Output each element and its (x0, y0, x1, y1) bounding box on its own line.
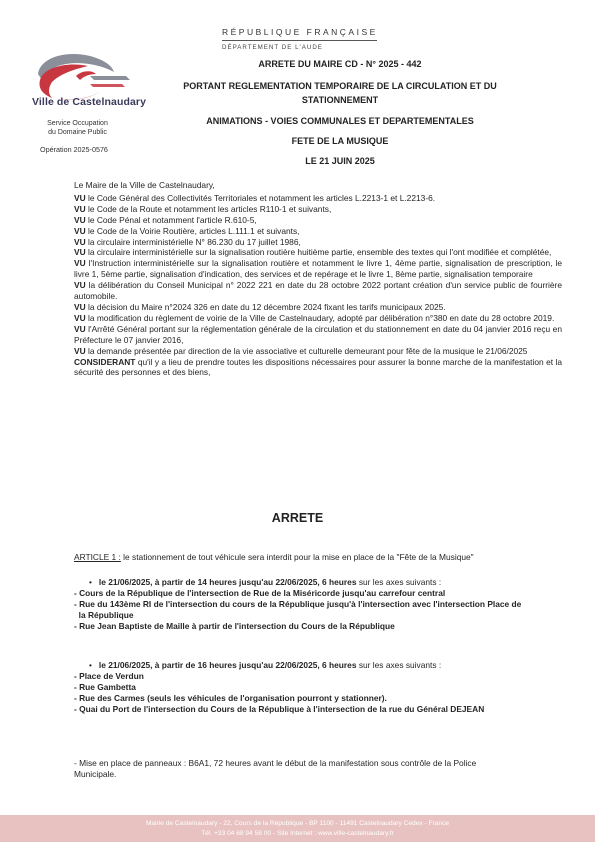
vu-item (74, 247, 562, 258)
vu-label: VU (74, 312, 86, 323)
vu-item (74, 215, 562, 226)
article-label: ARTICLE 1 : (74, 552, 121, 562)
departement-heading: DÉPARTEMENT DE L'AUDE (222, 44, 323, 51)
intro-line: Le Maire de la Ville de Castelnaudary, (74, 180, 215, 190)
vu-item (74, 324, 562, 346)
vu-text: la demande présentée par direction de la vie associative et culturelle demeurant pour fête de la musique le 21/06/2025 (85, 345, 528, 356)
street-item: - Rue du 143ème RI de l'intersection du cours de la République jusqu'à l'intersection avec l'intersection Place de (74, 599, 522, 609)
street-list (74, 588, 564, 632)
footer-address: Mairie de Castelnaudary - 22, Cours de la République - BP 1100 - 11491 Castelnaudary Cedex - France (145, 820, 450, 827)
vu-label: VU (74, 214, 86, 225)
title-line: PORTANT REGLEMENTATION TEMPORAIRE DE LA CIRCULATION ET DU (183, 81, 497, 91)
vu-label: VU (74, 236, 86, 247)
vu-item (74, 346, 562, 357)
service-line: du Domaine Public (48, 129, 107, 136)
period-line: • le 21/06/2025, à partir de 16 heures jusqu'au 22/06/2025, 6 heures sur les axes suivants : (89, 660, 442, 670)
street-item: la République (74, 610, 134, 620)
service-line: Service Occupation (47, 120, 108, 127)
vu-label: VU (74, 192, 86, 203)
vu-label: VU (74, 280, 86, 291)
vu-text: la circulaire interministérielle N° 86.230 du 17 juillet 1986, (85, 236, 301, 247)
considerant-text: qu'il y a lieu de prendre toutes les dispositions nécessaires pour assurer la bonne marche de la manifestation et la sécurité des personnes et des biens, (74, 356, 562, 378)
street-list (74, 671, 564, 715)
vu-label: VU (74, 258, 86, 269)
panneaux-line: Municipale. (74, 769, 117, 779)
operation-number: Opération 2025-0576 (40, 145, 108, 154)
subject-line: ANIMATIONS - VOIES COMMUNALES ET DEPARTEMENTALES (206, 116, 474, 126)
street-item: - Quai du Port de l'intersection du Cours de la République à l'intersection de la rue du Général DEJEAN (74, 704, 485, 714)
event-name: FETE DE LA MUSIQUE (291, 136, 389, 146)
vu-label: VU (74, 203, 86, 214)
article-1 (74, 552, 564, 562)
panneaux-line: - Mise en place de panneaux : B6A1, 72 heures avant le début de la manifestation sous contrôle de la Police (74, 758, 477, 768)
event-date: LE 21 JUIN 2025 (305, 156, 375, 166)
considerant-paragraph (74, 357, 562, 379)
vu-item (74, 313, 562, 324)
vu-text: l'Arrêté Général portant sur la réglementation générale de la circulation et du stationnement en date du 04 janvier 2016 reçu en Préfecture le 07 janvier 2016, (74, 323, 562, 345)
service-name (30, 119, 125, 137)
vu-text: la décision du Maire n°2024 326 en date du 12 décembre 2024 fixant les tarifs municipaux 2025. (85, 301, 446, 312)
vu-label: VU (74, 301, 86, 312)
article-text: le stationnement de tout véhicule sera interdit pour la mise en place de la "Fête de la Musique" (120, 552, 474, 562)
vu-item (74, 258, 562, 280)
arrete-number: ARRETE DU MAIRE CD - N° 2025 - 442 (258, 59, 422, 69)
footer-contact: Tél. +33 04 68 94 58 00 - Site Internet : www.ville-castelnaudary.fr (201, 830, 394, 837)
vu-item (74, 280, 562, 302)
period-2 (74, 660, 564, 715)
period-line: • le 21/06/2025, à partir de 14 heures jusqu'au 22/06/2025, 6 heures sur les axes suivants : (89, 577, 442, 587)
vu-text: l'Instruction interministérielle sur la signalisation routière et notamment le livre 1, 4ème partie, signalisation de prescription, le livre 1, 5ème partie, signalisation d'indication, des services et de repérage et le livre 1, 8ème partie, signalisation temporaire (74, 258, 562, 280)
preamble (74, 180, 562, 378)
vu-text: la modification du règlement de voirie de la Ville de Castelnaudary, adopté par délibération n°380 en date du 28 octobre 2019. (85, 312, 555, 323)
vu-text: le Code de la Voirie Routière, articles L.111.1 et suivants, (85, 225, 300, 236)
republique-heading: RÉPUBLIQUE FRANÇAISE (222, 27, 378, 37)
period-dates: le 21/06/2025, à partir de 14 heures jusqu'au 22/06/2025, 6 heures (98, 577, 357, 587)
vu-item (74, 204, 562, 215)
vu-text: la circulaire interministérielle sur la signalisation routière huitième partie, ensemble des textes qui l'ont modifiée et complétée, (85, 247, 552, 258)
divider (222, 40, 377, 41)
period-rest: sur les axes suivants : (356, 577, 442, 587)
street-item: - Rue Jean Baptiste de Maille à partir de l'intersection du Cours de la République (74, 621, 395, 631)
vu-item (74, 237, 562, 248)
arrete-heading: ARRETE (271, 511, 324, 525)
vu-item (74, 193, 562, 204)
vu-text: le Code Général des Collectivités Territoriales et notamment les articles L.2213-1 et L.2213-6. (85, 192, 436, 203)
city-name: Ville de Castelnaudary (32, 96, 147, 108)
title-line: STATIONNEMENT (301, 95, 379, 105)
vu-text: le Code Pénal et notamment l'article R.610-5, (85, 214, 257, 225)
vu-list (74, 193, 562, 357)
street-item: - Cours de la République de l'intersection de Rue de la Miséricorde jusqu'au carrefour central (74, 588, 446, 598)
vu-label: VU (74, 225, 86, 236)
panneaux-paragraph (74, 758, 564, 780)
vu-label: VU (74, 345, 86, 356)
street-item: - Rue Gambetta (74, 682, 136, 692)
vu-text: le Code de la Route et notamment les articles R110-1 et suivants, (85, 203, 332, 214)
considerant-label: CONSIDERANT (74, 356, 136, 367)
period-1 (74, 577, 564, 632)
street-item: - Place de Verdun (74, 671, 144, 681)
vu-item (74, 302, 562, 313)
vu-text: la délibération du Conseil Municipal n° 2022 221 en date du 28 octobre 2022 portant création d'un service public de fourrière automobile. (74, 280, 562, 302)
period-dates: le 21/06/2025, à partir de 16 heures jusqu'au 22/06/2025, 6 heures (98, 660, 357, 670)
period-rest: sur les axes suivants : (356, 660, 442, 670)
street-item: - Rue des Carmes (seuls les véhicules de l'organisation pourront y stationner). (74, 693, 387, 703)
vu-label: VU (74, 247, 86, 258)
vu-label: VU (74, 323, 86, 334)
vu-item (74, 226, 562, 237)
